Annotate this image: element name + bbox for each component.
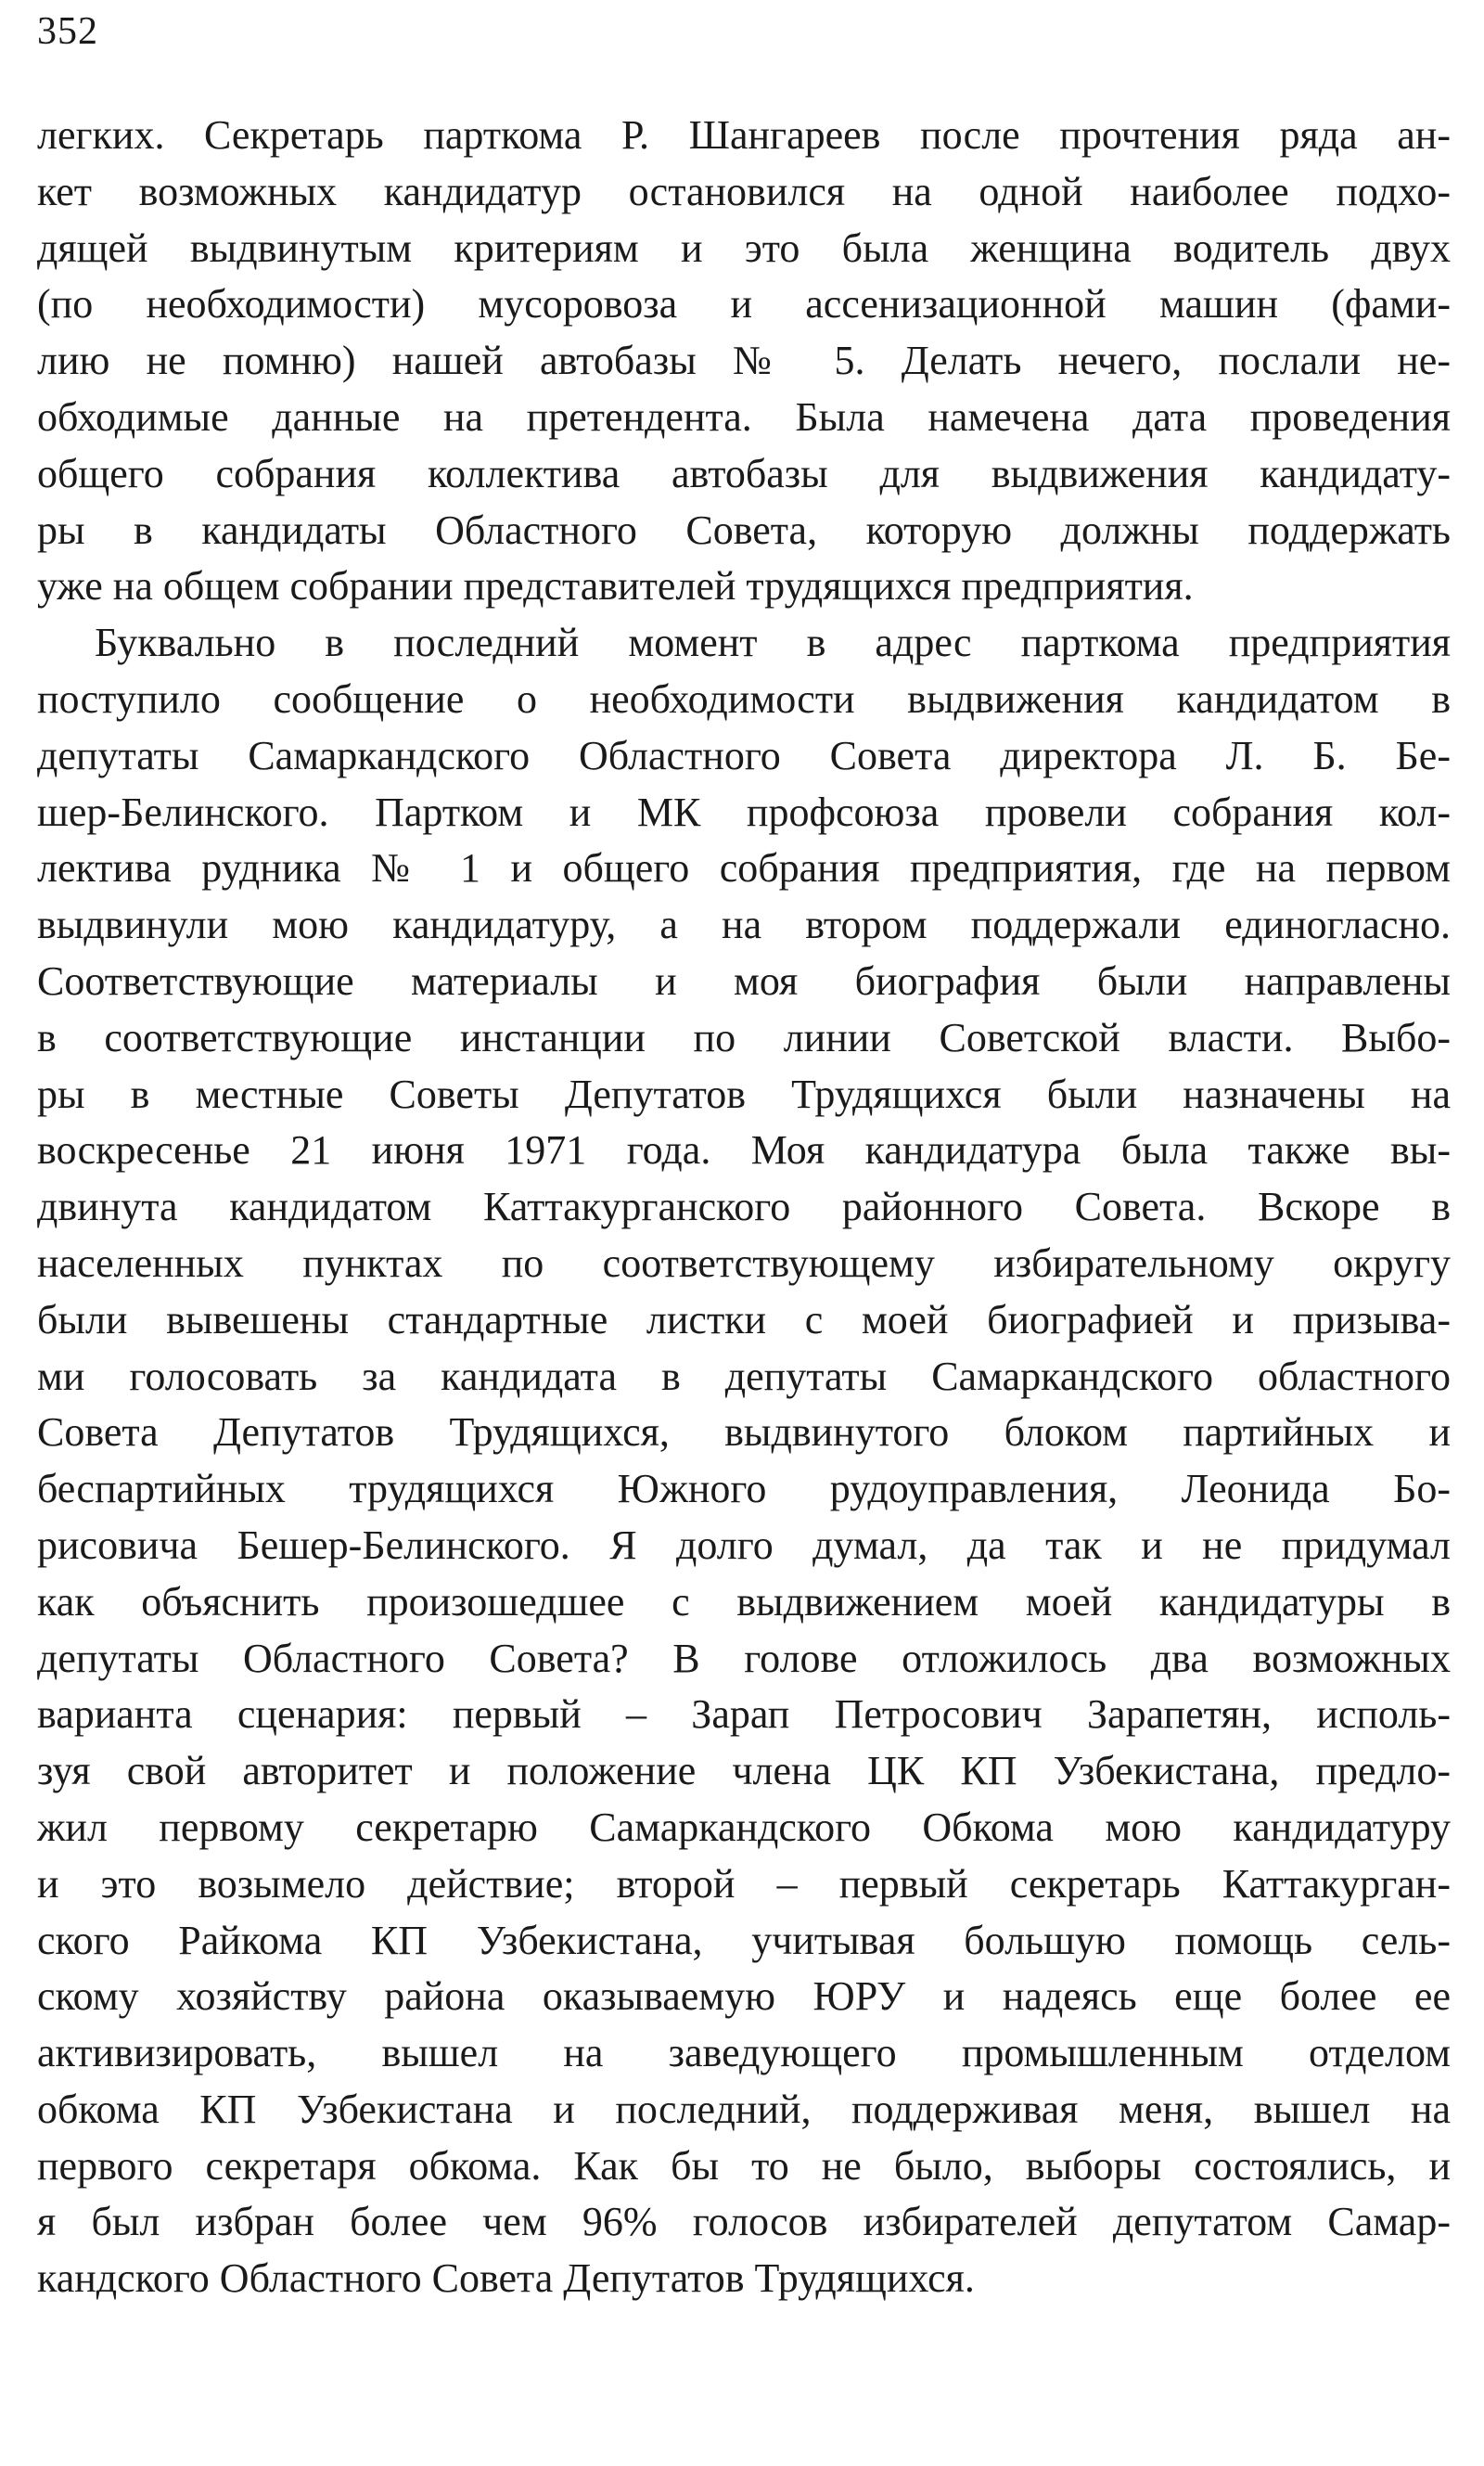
text-line: двинута кандидатом Каттакурганского районного Совета. Вскоре в [37,1184,1451,1230]
text-line: ры в кандидаты Областного Совета, которую должны поддержать [37,507,1451,553]
text-line: первого секретаря обкома. Как бы то не было, выборы состоялись, и [37,2142,1451,2189]
text-line: населенных пунктах по соответствующему избирательному округу [37,1239,1451,1286]
text-line: и это возымело действие; второй – первый секретарь Каттакурган- [37,1860,1451,1907]
text-line: кандского Областного Совета Депутатов Трудящихся. [37,2255,975,2302]
text-line: поступило сообщение о необходимости выдвижения кандидатом в [37,675,1451,722]
text-line: рисовича Бешер-Белинского. Я долго думал, да так и не придумал [37,1522,1451,1568]
text-line: шер-Белинского. Партком и МК профсоюза провели собрания кол- [37,789,1451,835]
text-line: варианта сценария: первый – Зарап Петросович Зарапетян, исполь- [37,1691,1451,1738]
text-line: были вывешены стандартные листки с моей биографией и призыва- [37,1296,1451,1342]
paragraph-2 [37,615,1451,2307]
text-line: кет возможных кандидатур остановился на одной наиболее подхо- [37,168,1451,214]
text-line: я был избран более чем 96% голосов избирателей депутатом Самар- [37,2199,1451,2245]
text-line: легких. Секретарь парткома Р. Шангареев после прочтения ряда ан- [37,112,1451,158]
text-line: ми голосовать за кандидата в депутаты Самаркандского областного [37,1353,1451,1399]
text-line: выдвинули мою кандидатуру, а на втором поддержали единогласно. [37,902,1451,948]
text-line: Совета Депутатов Трудящихся, выдвинутого блоком партийных и [37,1409,1451,1456]
text-line: Соответствующие материалы и моя биография были направлены [37,957,1451,1004]
text-line: лию не помню) нашей автобазы № 5. Делать нечего, послали не- [37,338,1451,384]
text-line: Буквально в последний момент в адрес парткома предприятия [95,620,1451,666]
text-line: уже на общем собрании представителей трудящихся предприятия. [37,563,1194,610]
text-line: лектива рудника № 1 и общего собрания предприятия, где на первом [37,845,1451,892]
text-line: беспартийных трудящихся Южного рудоуправления, Леонида Бо- [37,1466,1451,1512]
text-line: активизировать, вышел на заведующего промышленным отделом [37,2030,1451,2076]
body-text [37,108,1451,2307]
text-line: депутаты Самаркандского Областного Совета директора Л. Б. Бе- [37,732,1451,778]
text-line: депутаты Областного Совета? В голове отложилось два возможных [37,1635,1451,1681]
text-line: обходимые данные на претендента. Была намечена дата проведения [37,393,1451,440]
text-line: воскресенье 21 июня 1971 года. Моя кандидатура была также вы- [37,1127,1451,1174]
text-line: общего собрания коллектива автобазы для выдвижения кандидату- [37,450,1451,496]
text-line: скому хозяйству района оказываемую ЮРУ и надеясь еще более ее [37,1973,1451,2020]
text-line: в соответствующие инстанции по линии Советской власти. Выбо- [37,1014,1451,1060]
text-line: ры в местные Советы Депутатов Трудящихся были назначены на [37,1071,1451,1117]
text-line: зуя свой авторитет и положение члена ЦК КП Узбекистана, предло- [37,1748,1451,1794]
text-line: (по необходимости) мусоровоза и ассенизационной машин (фами- [37,281,1451,328]
text-line: обкома КП Узбекистана и последний, поддерживая меня, вышел на [37,2086,1451,2132]
text-line: жил первому секретарю Самаркандского Обкома мою кандидатуру [37,1804,1451,1850]
paragraph-1 [37,108,1451,615]
text-line: дящей выдвинутым критериям и это была женщина водитель двух [37,225,1451,271]
page-number: 352 [37,10,98,53]
text-line: как объяснить произошедшее с выдвижением моей кандидатуры в [37,1578,1451,1625]
text-line: ского Райкома КП Узбекистана, учитывая большую помощь сель- [37,1917,1451,1963]
